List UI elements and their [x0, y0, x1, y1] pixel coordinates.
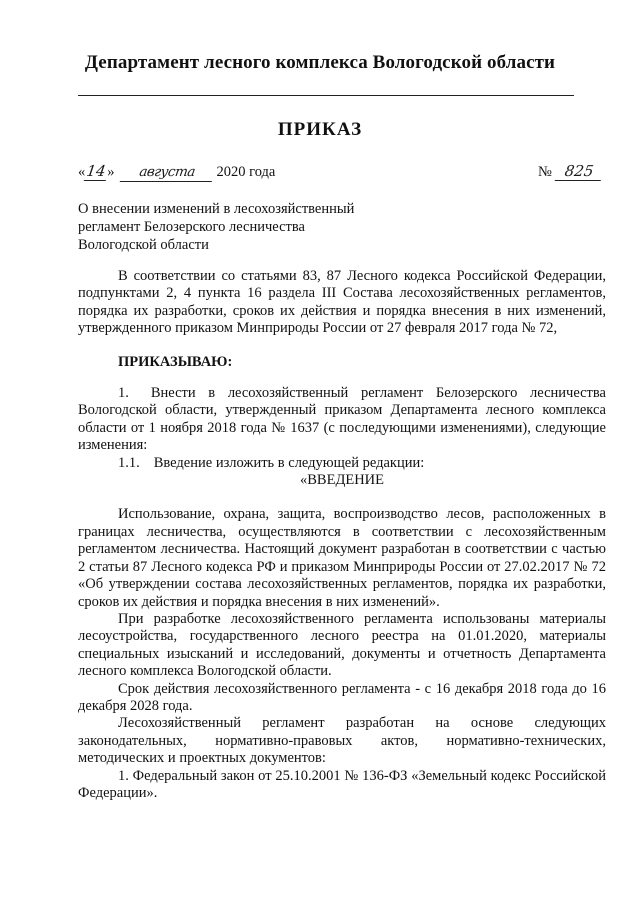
body-paragraph: Лесохозяйственный регламент разработан на основе следующих законодательных, нормативно-правовых актов, нормативно-технических, методических и проектных документов:: [78, 715, 606, 767]
item-1-1-number: 1.1.: [118, 454, 140, 471]
date-day-handwritten: 14: [85, 162, 108, 180]
date-open-quote: «: [78, 164, 86, 180]
subject-line: О внесении изменений в лесохозяйственный: [78, 201, 355, 217]
date-close-quote: »: [107, 164, 115, 180]
date-month-handwritten: августа: [119, 164, 214, 182]
item-1-1-text: Введение изложить в следующей редакции:: [153, 454, 425, 471]
item-1-1: [78, 455, 606, 472]
header-divider: [78, 95, 574, 96]
document-number: [538, 163, 602, 181]
document-date: [78, 163, 275, 182]
preamble-paragraph: В соответствии со статьями 83, 87 Лесного кодекса Российской Федерации, подпунктами 2, 4 пункта 16 раздела III Состава лесохозяйственных регламентов, порядка их разработки, сроков их действия и порядка внесения в них изменений, утвержденного приказом Минприроды России от 27 февраля 2017 года № 72,: [78, 268, 606, 337]
number-handwritten: 825: [555, 163, 604, 181]
body-paragraph: 1. Федеральный закон от 25.10.2001 № 136-ФЗ «Земельный кодекс Российской Федерации».: [78, 767, 606, 801]
document-subject: [78, 200, 354, 254]
subject-line: Вологодской области: [78, 237, 209, 253]
item-1-text: Внести в лесохозяйственный регламент Белозерского лесничества Вологодской области, утвержденный приказом Департамента лесного комплекса области от 1 ноября 2018 года № 1637 (с последующими изменениями), следующие изменения:: [78, 385, 606, 454]
order-word: ПРИКАЗЫВАЮ:: [118, 353, 233, 370]
date-year: 2020 года: [216, 164, 276, 180]
department-title: Департамент лесного комплекса Вологодской области: [84, 52, 556, 73]
document-type-title: ПРИКАЗ: [277, 119, 363, 140]
item-1: [78, 385, 606, 455]
number-label: №: [538, 164, 552, 180]
body-paragraph: При разработке лесохозяйственного регламента использованы материалы лесоустройства, государственного лесного реестра на 01.01.2020, материалы специальных изысканий и исследований, документы и отчетность Департамента лесного комплекса Вологодской области.: [78, 610, 606, 680]
subject-line: регламент Белозерского лесничества: [78, 219, 305, 235]
item-1-number: 1.: [118, 385, 129, 402]
introduction-title: «ВВЕДЕНИЕ: [300, 472, 384, 489]
document-body: [78, 268, 606, 802]
body-paragraph: Использование, охрана, защита, воспроизводство лесов, расположенных в границах лесничества, осуществляются в соответствии с лесохозяйственным регламентом лесничества. Настоящий документ разработан в соответствии с частью 2 статьи 87 Лесного кодекса РФ и приказом Минприроды России от 27.02.2017 № 72 «Об утверждении состава лесохозяйственных регламентов, порядка их разработки, сроков их действия и порядка внесения в них изменений».: [78, 506, 606, 610]
body-paragraph: Срок действия лесохозяйственного регламента - с 16 декабря 2018 года до 16 декабря 2028 года.: [78, 680, 606, 714]
